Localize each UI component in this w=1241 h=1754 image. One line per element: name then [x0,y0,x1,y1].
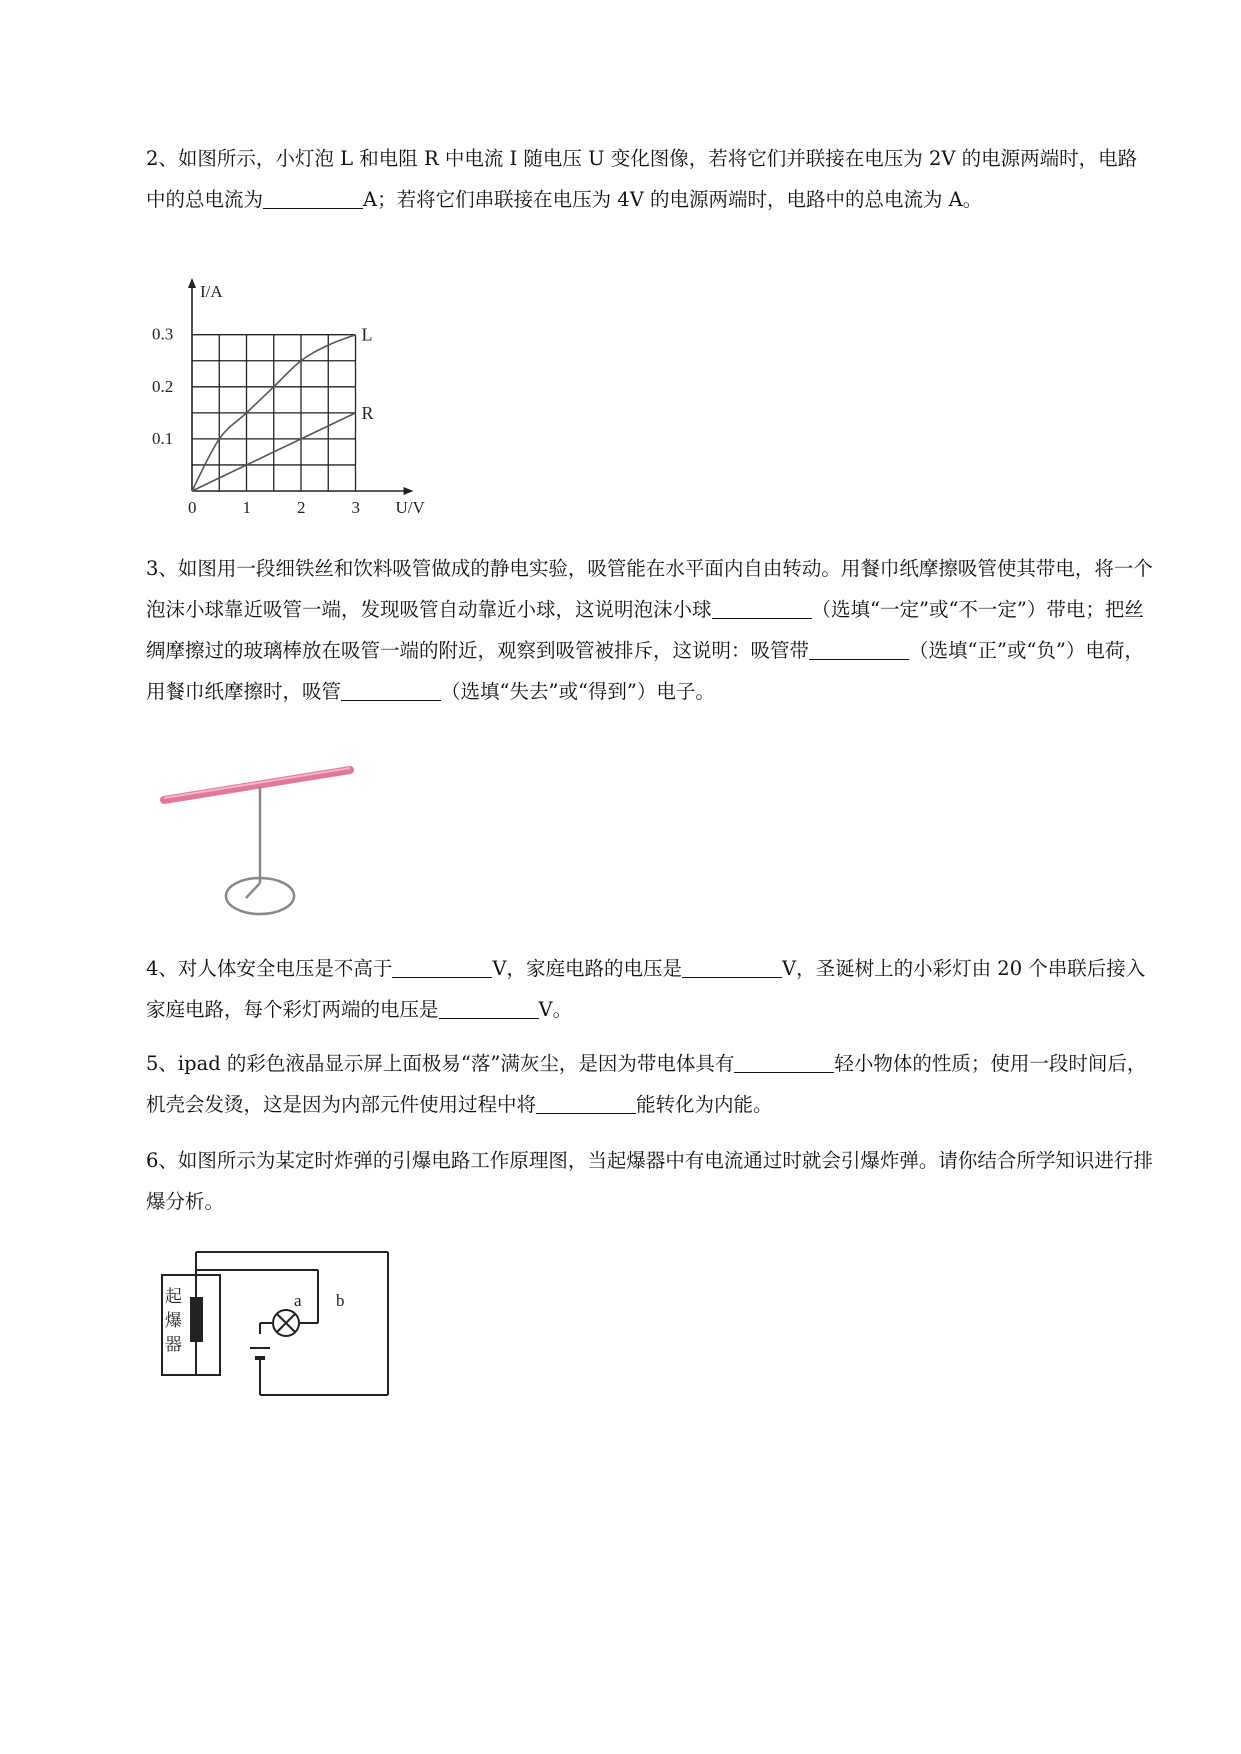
detonator-char-2: 爆 [165,1311,182,1331]
detonator-char-1: 起 [165,1287,182,1307]
series-label-L: L [361,324,373,345]
q2-text-2: A；若将它们串联接在电压为 4V 的电源两端时，电路中的总电流为 A。 [363,188,983,211]
q5-blank-2[interactable] [536,1091,636,1114]
series-label-R: R [361,402,374,423]
q6-text: 6、如图所示为某定时炸弹的引爆电路工作原理图，当起爆器中有电流通过时就会引爆炸弹。请你结合所学知识进行排爆分析。 [146,1149,1153,1213]
q3-text-3: （选填“正”或“负”）电荷，用餐巾纸摩擦时，吸管 [146,639,1144,703]
question-2 [146,138,1156,220]
x-tick-label: 1 [242,498,251,517]
q3-blank-2[interactable] [809,637,909,660]
q5-blank-1[interactable] [734,1050,834,1073]
q4-text-1: 4、对人体安全电压是不高于 [146,957,393,980]
x-tick-label: 2 [297,498,306,517]
q4-text-2: V，家庭电路的电压是 [492,957,683,980]
y-tick-label: 0.2 [152,376,174,396]
label-b: b [336,1291,345,1310]
straw-highlight [164,768,350,798]
q3-text-1: 3、如图用一段细铁丝和饮料吸管做成的静电实验，吸管能在水平面内自由转动。用餐巾纸摩擦吸管使其带电，将一个泡沫小球靠近吸管一端，发现吸管自动靠近小球，这说明泡沫小球 [146,557,1153,621]
straw-svg [160,755,380,925]
iu-chart-svg [150,270,490,530]
y-axis-label: I/A [200,282,223,301]
iu-chart [150,270,490,534]
detonator-element [190,1297,203,1342]
q5-text-1: 5、ipad 的彩色液晶显示屏上面极易“落”满灰尘，是因为带电体具有 [146,1052,735,1075]
y-tick-label: 0.3 [152,324,174,344]
q3-blank-1[interactable] [712,596,812,619]
q3-text-2: （选填“一定”或“不一定”）带电；把丝绸摩擦过的玻璃棒放在吸管一端的附近，观察到吸管被排斥，这说明：吸管带 [146,598,1144,662]
question-6 [146,1140,1156,1222]
q2-blank-1[interactable] [263,186,363,209]
question-5 [146,1043,1156,1125]
q2-text-1: 2、如图所示，小灯泡 L 和电阻 R 中电流 I 随电压 U 变化图像，若将它们并联接在电压为 2V 的电源两端时，电路中的总电流为 [146,147,1138,211]
detonator-char-3: 器 [165,1335,182,1355]
x-tick-label: 0 [188,498,197,517]
q5-text-2: 轻小物体的性质；使用一段时间后，机壳会发烫，这是因为内部元件使用过程中将 [146,1052,1147,1116]
q4-blank-1[interactable] [392,955,492,978]
q3-blank-3[interactable] [341,678,441,701]
straw-figure [160,755,380,929]
x-tick-label: 3 [351,498,360,517]
q4-text-3: V，圣诞树上的小彩灯由 20 个串联后接入家庭电路，每个彩灯两端的电压是 [146,957,1146,1021]
q4-text-4: V。 [538,998,573,1021]
question-4 [146,948,1156,1030]
circuit-svg [160,1240,400,1410]
q3-text-4: （选填“失去”或“得到”）电子。 [441,680,715,703]
question-3 [146,548,1156,712]
circuit-diagram [160,1240,400,1414]
straw [164,770,350,800]
q5-text-3: 能转化为内能。 [636,1093,773,1116]
q4-blank-3[interactable] [439,996,539,1019]
x-axis-arrow [404,487,414,495]
stand-bend [246,883,260,898]
y-axis-arrow [188,278,196,288]
label-a: a [294,1291,302,1310]
y-tick-label: 0.1 [152,428,174,448]
q4-blank-2[interactable] [682,955,782,978]
x-axis-label: U/V [395,498,425,517]
